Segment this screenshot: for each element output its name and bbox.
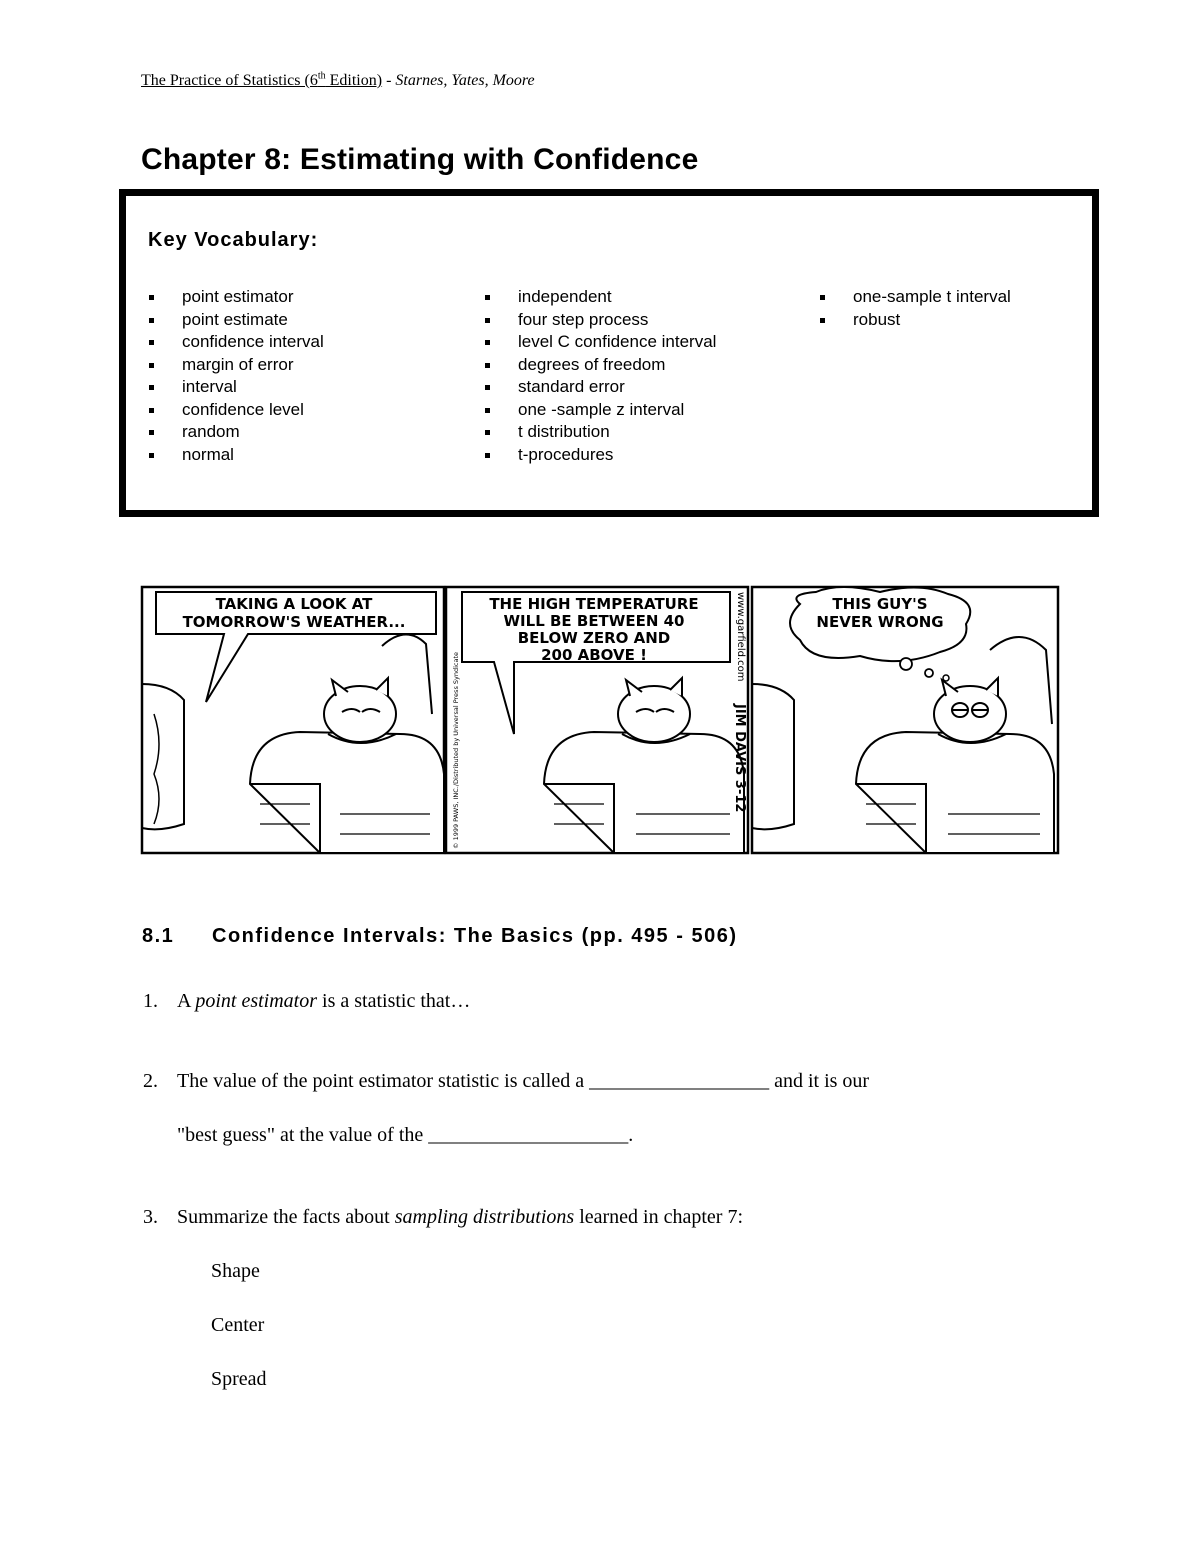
- comic-signature: JIM DAVIS 3-12: [732, 704, 747, 813]
- chapter-title: Chapter 8: Estimating with Confidence: [141, 143, 699, 176]
- question-text: is a statistic that…: [317, 990, 471, 1012]
- vocab-item: standard error: [482, 376, 716, 399]
- question-text: The value of the point estimator statistic is called a __________________ and it is our: [177, 1070, 870, 1092]
- question-1: [143, 990, 471, 1013]
- question-2-continued: [177, 1124, 633, 1147]
- term-emphasis: sampling distributions: [394, 1206, 575, 1228]
- vocab-item: independent: [482, 286, 716, 309]
- question-number: 3.: [143, 1206, 158, 1228]
- vocabulary-column-3: [817, 286, 1011, 331]
- vocab-item: one-sample t interval: [817, 286, 1011, 309]
- vocab-item: level C confidence interval: [482, 331, 716, 354]
- comic-thought-text: THIS GUY'S: [832, 595, 928, 613]
- vocab-item: interval: [146, 376, 324, 399]
- question-text: A: [177, 990, 196, 1012]
- vocab-item: point estimate: [146, 309, 324, 332]
- summary-item-shape: Shape: [211, 1260, 260, 1282]
- summary-item-spread: Spread: [211, 1368, 267, 1390]
- vocab-item: t-procedures: [482, 444, 716, 467]
- question-2: [143, 1070, 870, 1093]
- question-text: "best guess" at the value of the ____________________.: [177, 1124, 634, 1146]
- question-3: [143, 1206, 744, 1229]
- comic-speech-text: TAKING A LOOK AT: [215, 595, 373, 613]
- question-number: 2.: [143, 1070, 158, 1092]
- summary-item-center: Center: [211, 1314, 265, 1336]
- comic-speech-text: TOMORROW'S WEATHER...: [182, 613, 406, 631]
- comic-speech-text: THE HIGH TEMPERATURE: [489, 595, 699, 613]
- comic-url: www.garfield.com: [735, 592, 746, 682]
- vocabulary-column-2: [482, 286, 716, 466]
- vocab-item: point estimator: [146, 286, 324, 309]
- comic-panel-2: [446, 587, 748, 853]
- vocab-item: random: [146, 421, 324, 444]
- comic-speech-text: 200 ABOVE !: [541, 646, 647, 664]
- comic-panel-1: [142, 587, 444, 853]
- vocab-item: confidence interval: [146, 331, 324, 354]
- question-text: learned in chapter 7:: [574, 1206, 744, 1228]
- section-title: Confidence Intervals: The Basics (pp. 495 - 506): [212, 925, 738, 947]
- section-number: 8.1: [142, 925, 175, 947]
- vocab-item: one -sample z interval: [482, 399, 716, 422]
- comic-speech-text: WILL BE BETWEEN 40: [503, 612, 685, 630]
- garfield-comic-strip: [140, 584, 1060, 856]
- comic-speech-text: BELOW ZERO AND: [517, 629, 671, 647]
- vocabulary-column-1: [146, 286, 324, 466]
- book-authors: Starnes, Yates, Moore: [395, 72, 535, 89]
- term-emphasis: point estimator: [195, 990, 318, 1012]
- vocab-item: robust: [817, 309, 1011, 332]
- page-header: [141, 72, 535, 90]
- question-text: Summarize the facts about: [177, 1206, 395, 1228]
- vocab-item: margin of error: [146, 354, 324, 377]
- comic-thought-text: NEVER WRONG: [816, 613, 944, 631]
- vocab-item: normal: [146, 444, 324, 467]
- header-separator: -: [382, 72, 396, 89]
- vocab-item: t distribution: [482, 421, 716, 444]
- question-number: 1.: [143, 990, 158, 1012]
- book-title: The Practice of Statistics (6th Edition): [141, 70, 383, 89]
- key-vocabulary-box: [119, 189, 1099, 517]
- vocab-item: confidence level: [146, 399, 324, 422]
- comic-copyright: © 1999 PAWS, INC./Distributed by Universal Press Syndicate: [452, 651, 460, 849]
- vocab-item: degrees of freedom: [482, 354, 716, 377]
- key-vocabulary-title: Key Vocabulary:: [148, 229, 319, 251]
- section-heading: [142, 925, 737, 948]
- vocab-item: four step process: [482, 309, 716, 332]
- comic-panel-3: [752, 587, 1058, 853]
